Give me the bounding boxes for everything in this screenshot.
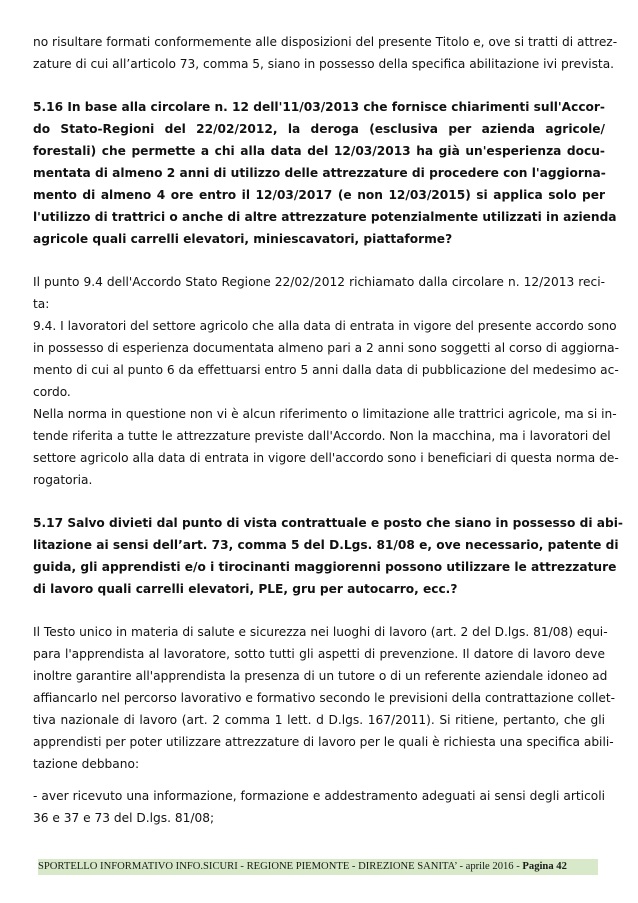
question-line: 5.17 Salvo divieti dal punto di vista contrattuale e posto che siano in possesso di abi- [33, 516, 623, 530]
answer-line: affiancarlo nel percorso lavorativo e formativo secondo le previsioni della contrattazione collet- [33, 691, 616, 705]
page-body [33, 31, 623, 829]
answer-line: tazione debbano: [33, 757, 140, 771]
question-5-17 [33, 512, 623, 600]
question-line: litazione ai sensi dell’art. 73, comma 5 del D.Lgs. 81/08 e, ove necessario, patente di [33, 538, 619, 552]
answer-line: in possesso di esperienza documentata almeno pari a 2 anni sono soggetti al corso di aggiorna- [33, 341, 620, 355]
bullet-line: - aver ricevuto una informazione, formazione e addestramento adeguati ai sensi degli articoli [33, 789, 605, 803]
answer-line: Nella norma in questione non vi è alcun riferimento o limitazione alle trattrici agricole, ma si in- [33, 407, 617, 421]
answer-line: cordo. [33, 385, 71, 399]
answer-line: ta: [33, 297, 50, 311]
answer-line: inoltre garantire all'apprendista la presenza di un tutore o di un referente aziendale idoneo ad [33, 669, 608, 683]
answer-5-17 [33, 621, 616, 775]
question-line: mento di almeno 4 ore entro il 12/03/2017 (e non 12/03/2015) si applica solo per [33, 188, 605, 202]
question-line: guida, gli apprendisti e/o i tirocinanti maggiorenni possono utilizzare le attrezzature [33, 560, 617, 574]
page-footer [38, 859, 598, 875]
bullet-line: 36 e 37 e 73 del D.lgs. 81/08; [33, 811, 215, 825]
question-line: di lavoro quali carrelli elevatori, PLE, gru per autocarro, ecc.? [33, 582, 458, 596]
answer-line: Il punto 9.4 dell'Accordo Stato Regione 22/02/2012 richiamato dalla circolare n. 12/2013 reci- [33, 275, 605, 289]
answer-line: settore agricolo alla data di entrata in vigore dell'accordo sono i beneficiari di questa norma de- [33, 451, 619, 465]
answer-line: rogatoria. [33, 473, 93, 487]
text-line: zature di cui all’articolo 73, comma 5, siano in possesso della specifica abilitazione ivi prevista. [33, 57, 615, 71]
question-line: 5.16 In base alla circolare n. 12 dell'11/03/2013 che fornisce chiarimenti sull'Accor- [33, 100, 605, 114]
text-line: no risultare formati conformemente alle disposizioni del presente Titolo e, ove si tratti di attrez- [33, 35, 618, 49]
answer-line: mento di cui al punto 6 da effettuarsi entro 5 anni dalla data di pubblicazione del medesimo ac- [33, 363, 619, 377]
answer-line: Il Testo unico in materia di salute e sicurezza nei luoghi di lavoro (art. 2 del D.lgs. 81/08) equi- [33, 625, 608, 639]
page-number: Pagina 42 [522, 861, 567, 872]
answer-line: para l'apprendista al lavoratore, sotto tutti gli aspetti di prevenzione. Il datore di lavoro deve [33, 647, 605, 661]
question-line: mentata di almeno 2 anni di utilizzo delle attrezzature di procedere con l'aggiorna- [33, 166, 606, 180]
answer-line: tiva nazionale di lavoro (art. 2 comma 1 lett. d D.lgs. 167/2011). Si ritiene, pertanto, che gli [33, 713, 605, 727]
question-line: forestali) che permette a chi alla data del 12/03/2013 ha già un'esperienza docu- [33, 144, 605, 158]
answer-5-16 [33, 271, 620, 491]
question-line: do Stato-Regioni del 22/02/2012, la deroga (esclusiva per azienda agricole/ [33, 122, 605, 136]
bullet-item [33, 785, 605, 829]
question-line: l'utilizzo di trattrici o anche di altre attrezzature potenzialmente utilizzati in azienda [33, 210, 617, 224]
question-line: agricole quali carrelli elevatori, miniescavatori, piattaforme? [33, 232, 453, 246]
answer-line: tende riferita a tutte le attrezzature previste dall'Accordo. Non la macchina, ma i lavoratori del [33, 429, 611, 443]
question-5-16 [33, 96, 617, 250]
intro-paragraph [33, 31, 618, 75]
footer-text: SPORTELLO INFORMATIVO INFO.SICURI - REGIONE PIEMONTE - DIREZIONE SANITA’ - aprile 2016 - [38, 861, 523, 872]
answer-line: apprendisti per poter utilizzare attrezzature di lavoro per le quali è richiesta una specifica abili- [33, 735, 614, 749]
answer-line: 9.4. I lavoratori del settore agricolo che alla data di entrata in vigore del presente accordo sono [33, 319, 617, 333]
